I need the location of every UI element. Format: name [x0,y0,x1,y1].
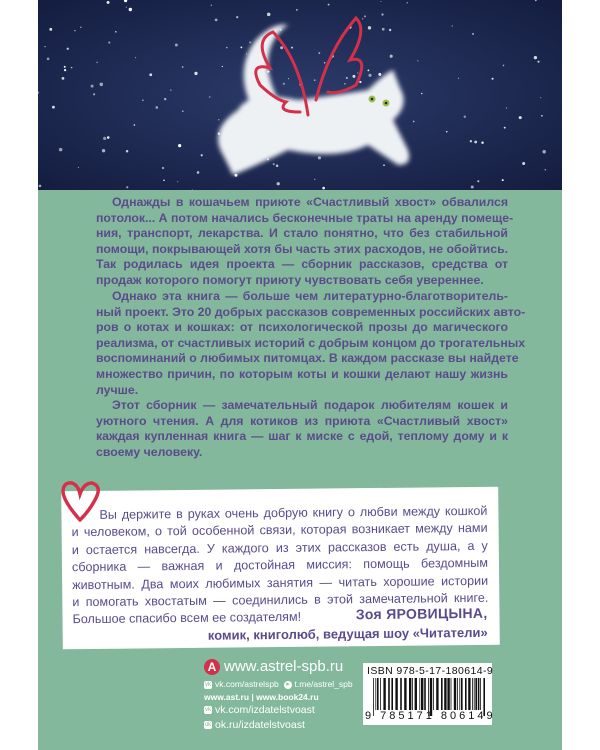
barcode-bar [391,678,393,710]
star [283,83,285,85]
barcode-bar [380,678,381,710]
text-line: Однажды в кошачьем приюте «Счастливый хвост» обвалился [112,195,508,209]
star [126,6,127,7]
star [226,47,228,49]
quote-line: Большое спасибо всем ее создателям! [72,610,302,627]
star [49,28,52,31]
star [328,4,330,6]
star [357,72,358,73]
star [458,78,459,79]
star [280,46,283,49]
star [155,106,158,109]
star [194,72,197,75]
telegram-link[interactable]: t.me/astrel_spb [294,679,353,689]
cover-illustration-flying-cat [38,0,562,190]
star [126,150,128,152]
star [464,116,466,118]
blurb-paragraph-3 [96,398,508,460]
star [197,171,200,174]
star [421,93,423,95]
star [163,179,165,181]
star [267,13,271,17]
star [129,8,132,11]
star [368,74,371,77]
star [107,136,110,139]
barcode-bar [444,678,446,710]
barcode-bar [421,678,423,710]
star [471,186,474,189]
star [318,156,321,159]
vk-icon: vk [205,707,211,714]
star [382,28,385,31]
quote-line: Вы держите в руках очень добрую книгу о любви между кошкой [99,503,488,522]
quote-line: и помогать хвостатым — соединились в этой замечательной книге. [72,590,489,610]
star [503,65,505,67]
vk-icon: vk [205,681,211,688]
star [80,27,81,28]
star [346,77,348,79]
star [390,55,393,58]
vk-link[interactable]: vk.com/izdatelstvoast [215,704,315,716]
star [209,96,210,97]
text-line: воспоминаний о любимых питомцах. В каждом рассказе вы найдете [96,351,519,366]
star [47,58,50,61]
star [64,66,66,68]
star [52,106,55,109]
barcode-bar [457,678,458,710]
star [291,47,293,49]
barcode-bar [465,678,467,710]
book-back-cover [38,0,562,750]
star [344,83,345,84]
star [96,62,97,63]
star [100,83,103,86]
star [368,26,371,29]
barcode-bar [409,678,411,710]
quote-line: и остается навсегда. У каждого из этих рассказов есть душа, а у [71,538,488,557]
star [170,89,171,90]
publisher-sites[interactable]: www.ast.ru | www.book24.ru [204,692,319,702]
quote-line: сборника — важная и достойная миссия: помощь бездомным [71,556,489,575]
star [389,29,391,31]
star [362,18,363,19]
star [296,9,298,11]
star [59,148,63,152]
ok-link[interactable]: ok.ru/izdatelstvoast [215,719,305,731]
star [102,149,105,152]
star [134,124,136,126]
star [107,1,110,4]
star [135,57,136,58]
ast-logo-icon: А [204,659,220,675]
star [413,121,415,123]
text-line: ния, транспорт, лекарства. И стало понятно, что без стабильной [96,226,508,241]
barcode-bar [472,678,473,710]
text-line: ров о котах и кошках: от психологической прозы до магического [96,320,508,335]
star [541,115,543,117]
star [314,79,315,80]
star [93,93,95,95]
quote-card [61,487,500,650]
star [481,141,483,143]
star [380,1,381,2]
star [74,30,75,31]
ok-icon: ok [204,722,212,729]
star [542,150,545,153]
vk-small-link[interactable]: vk.com/astrelspb [215,679,279,689]
barcode-bar [478,678,480,710]
star [378,73,381,76]
star [39,185,42,188]
star [352,75,355,78]
star [540,97,541,98]
star [103,137,106,140]
star [182,66,184,68]
text-line: уютного чтения. А для котиков из приюта «Счастливый хвост» [96,413,508,428]
blurb-paragraph-1 [96,195,514,289]
text-line: множество причин, по которым коты и кошки делают нашу жизнь [96,366,508,381]
barcode-bar [441,678,443,710]
barcode-bar [468,678,470,710]
star [218,119,219,120]
text-line: Однако эта книга — больше чем литературно-благотворитель- [112,289,508,303]
star [44,46,45,47]
barcode-bar [475,678,477,710]
star [472,33,474,35]
star [178,144,181,147]
star [64,69,66,71]
barcode-bar [375,678,376,710]
star [149,73,152,76]
star [502,179,504,181]
star [545,169,547,171]
star [537,61,539,63]
star [71,67,73,69]
star [522,162,525,165]
star [492,78,494,80]
isbn-label: ISBN 978-5-17-180614-9 [367,665,494,677]
quote-line: и человеком, о той особенной связи, которая возникает между нами [71,521,488,540]
barcode-bar [404,678,406,710]
night-sky [38,0,562,190]
star [446,131,448,133]
barcode-bar [447,678,449,710]
star [246,53,247,54]
barcode-bar [395,678,397,710]
star [177,181,178,182]
star [215,19,218,22]
text-line: своему человеку. [96,444,203,459]
barcode-bar [388,678,390,710]
text-line: лучше. [96,382,139,397]
star [504,127,506,129]
text-line: реализма, от счастливых историй с добрым концом до трогательных [96,335,526,350]
barcode-bar [415,678,417,710]
barcode-bar [461,678,463,710]
text-line: Так родилась идея проекта — сборник рассказов, средства от [96,257,508,272]
quote-author: Зоя ЯРОВИЦЫНА, [355,604,488,623]
barcode-bar [459,678,460,710]
star [67,48,69,50]
star [534,56,537,59]
telegram-icon: ➤ [285,681,291,688]
text-line: Этот сборник — замечательный подарок любителям кошек и [112,398,508,412]
blurb-paragraph-2 [96,289,526,398]
star [126,186,128,188]
isbn-barcode [363,663,496,725]
star [359,81,361,83]
star [381,13,383,15]
star [164,98,166,100]
star [322,187,325,190]
star [240,47,242,49]
publisher-site-link[interactable]: www.astrel-spb.ru [224,658,344,675]
star [318,52,320,54]
text-line: каждая купленная книга — шаг к миске с едой, теплому дому и к [96,429,508,444]
barcode-bar [474,678,475,710]
star [383,164,385,166]
text-line: продаж которого помогут приюту чувствовать себя увереннее. [96,272,484,287]
star [276,164,279,167]
star [175,44,178,47]
star [288,78,289,79]
heart-icon [58,480,104,524]
star [519,116,522,119]
barcode-bar [424,678,426,710]
star [474,141,477,144]
star [364,15,366,17]
star [108,41,110,43]
star [236,16,238,18]
barcode-bar [377,678,379,710]
star [142,99,144,101]
barcode-bar [383,678,385,710]
star [62,77,65,80]
star [470,140,472,142]
star [277,182,280,185]
star [115,31,117,33]
star [249,41,251,43]
star [324,62,325,63]
barcode-bar [436,678,438,710]
star [222,66,223,67]
star [273,163,275,165]
text-line: потолок... А потом начались бесконечные траты на аренду помеще- [96,210,514,225]
star [211,5,212,6]
barcode-bar [419,678,420,710]
star [367,70,369,72]
isbn-digits: 9 785171 806149 [365,710,496,722]
star [477,180,479,182]
barcode-bar [480,678,481,710]
text-line: помощи, покрывающей хотя бы часть этих расходов, не обойтись. [96,241,509,256]
barcode-bar [454,678,456,710]
star [201,154,203,156]
star [506,107,507,108]
quote-author-role: комик, книголюб, ведущая шоу «Читатели» [207,624,488,643]
barcode-bar [400,678,402,710]
barcode-bar [451,678,452,710]
star [91,85,94,88]
barcode-bar [412,678,413,710]
text-line: ный проект. Это 20 добрых рассказов современных российских авто- [96,304,526,319]
quote-line: животным. Два моих любимых занятия — читать хорошие истории [72,573,489,592]
star [314,179,315,180]
star [417,60,418,61]
star [452,25,453,26]
star [78,167,79,168]
star [182,111,183,112]
star [162,167,164,169]
barcode-bar [433,678,434,710]
star [407,2,408,3]
